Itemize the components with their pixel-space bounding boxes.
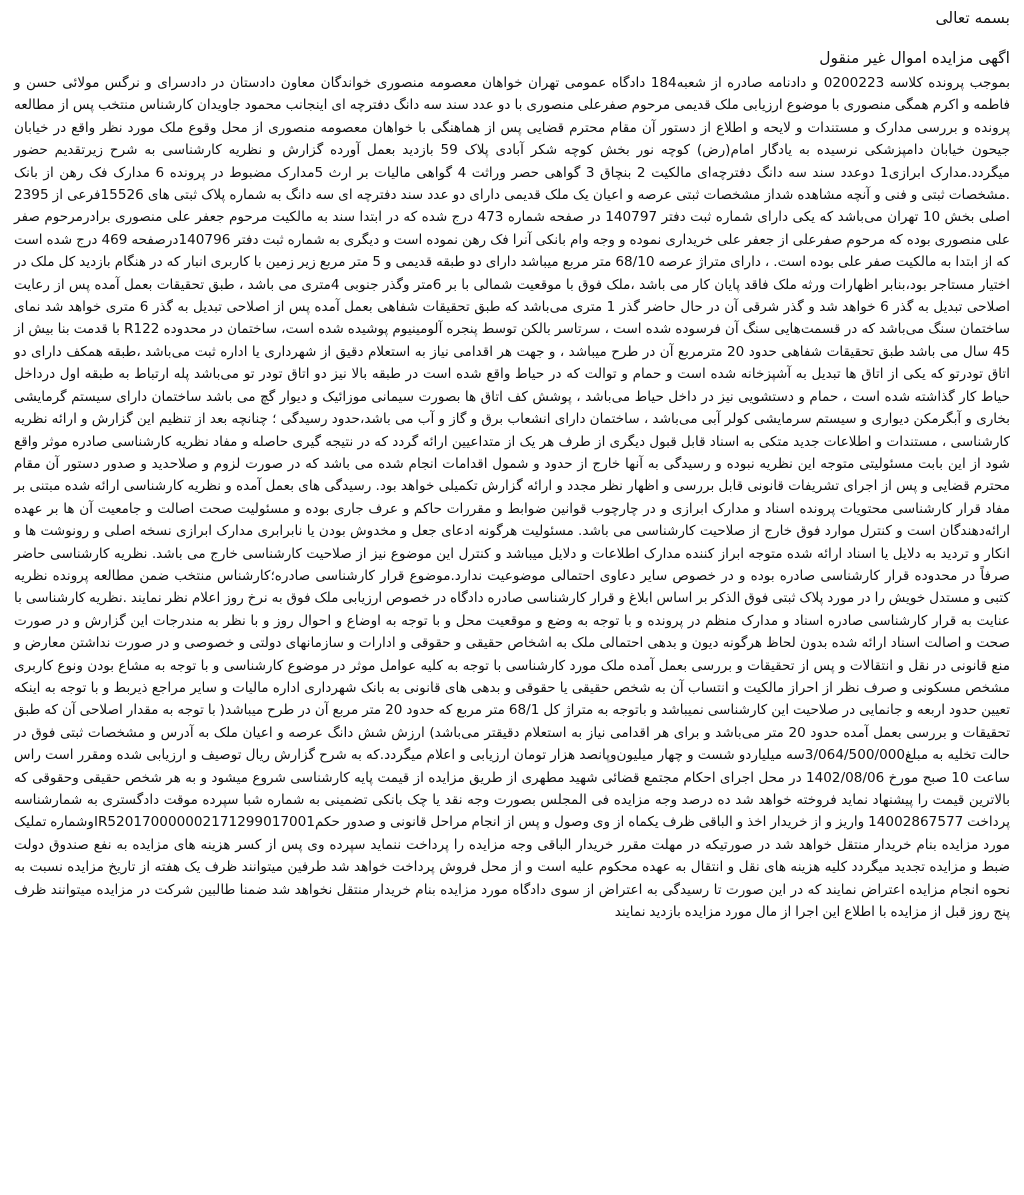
document-body: بموجب پرونده کلاسه 0200223 و دادنامه صادره از شعبه184 دادگاه عمومی تهران خواهان معصومه منصوری خواندگان معاون دادستان در دادسرای و نرگس مولائی حسن و فاطمه و اکرم همگی منصوری با موضوع ارزیابی ملک قدیمی مرحوم صفرعلی منصوری با دو عدد سند سه دانگ دفترچه ای اینجانب محمود جاویدان کارشناس منتخب پس از مطالعه پرونده و بررسی مدارک و مستندات و لایحه و اطلاع از دستور آن مقام محترم قضایی پس از هماهنگی با خواهان معصومه منصوری از محل وقوع ملک مورد نظر واقع در خیابان جیحون خیابان دامپزشکی نرسیده به یادگار امام(رض) کوچه نور بخش کوچه شکر آبادی پلاک 59 بازدید بعمل آورده گزارش و نظریه کارشناسی به شرح زیرتقدیم حضور میگردد.مدارک ابرازی1 دوعدد سند سه دانگ دفترچه‌ای مالکیت 2 بنچاق 3 گواهی حصر وراثت 4 گواهی مالیات بر ارث 5مدارک مضبوط در پرونده 6 مدارک فک رهن از بانک .مشخصات ثبتی و فنی و آنچه مشاهده شداز مشخصات ثبتی عرصه و اعیان یک ملک قدیمی دارای دو عدد سند دفترچه ای سه دانگ به شماره پلاک ثبتی های 15526فرعی از 2395 اصلی بخش 10 تهران می‌باشد که یکی دارای شماره ثبت دفتر 140797 در صفحه شماره 473 درج شده که در ابتدا سند به مالکیت مرحوم جعفر علی منصوری برادرمرحوم صفر علی منصوری بوده که مرحوم صفرعلی از جعفر علی خریداری نموده و وجه وام بانکی آنرا فک رهن نموده است و دیگری به شماره ثبت دفتر 140796درصفحه 469 درج شده است که از ابتدا به مالکیت صفر علی بوده است. ، دارای متراژ عرصه 68/10 متر مربع میباشد دارای دو طبقه قدیمی و 5 متر مربع زیر زمین با کاربری انبار که در هنگام بازدید کل ملک در اختیار مستاجر بود،بنابر اظهارات ورثه ملک فاقد پایان کار می باشد ،ملک فوق با موقعیت شمالی با بر 6متر وگذر جنوبی 4متری می باشد ، طبق تحقیقات بعمل آمده پس از رعایت اصلاحی تبدیل به گذر 6 خواهد شد و گذر شرقی آن در حال حاضر گذر 1 متری می‌باشد که طبق تحقیقات شفاهی بعمل آمده پس از اصلاحی تبدیل به گذر 6 متری خواهد شد نمای ساختمان سنگ می‌باشد که در قسمت‌هایی سنگ آن فرسوده شده است ، سرتاسر بالکن توسط پنجره آلومینیوم پوشیده شده است، ساختمان در محدوده R122 با قدمت بنا بیش از 45 سال می باشد طبق تحقیقات شفاهی حدود 20 مترمربع آن در طرح میباشد ، و جهت هر اقدامی نیاز به استعلام دقیق از شهرداری یا اداره ثبت می‌باشد ،طبقه همکف دارای دو اتاق تودرتو که یکی از اتاق ها تبدیل به آشپزخانه شده است و حمام و توالت که در حیاط واقع شده است در طبقه بالا نیز دو اتاق تودر تو می‌باشد پله ارتباط به طبقه اول درداخل حیاط کار گذاشته شده است ، حمام و دستشویی نیز در داخل حیاط می‌باشد ، پوشش کف اتاق ها بصورت سیمانی موزائیک و دیوار گچ می باشد ساختمان دارای سیستم گرمایشی بخاری و آبگرمکن دیواری و سیستم سرمایشی کولر آبی می‌باشد ، ساختمان دارای انشعاب برق و گاز و آب می باشد،حدود رسیدگی ؛ چنانچه بعد از تنظیم این گزارش و ارائه نظریه کارشناسی ، مستندات و اطلاعات جدید متکی به اسناد قابل قبول دیگری از طرف هر یک از متداعیین ارائه گردد که در نتیجه گیری حاصله و مفاد نظریه کارشناسی صادره موثر واقع شود از این بابت مسئولیتی متوجه این نظریه نبوده و رسیدگی به آنها خارج از حدود و شمول اقدامات انجام شده می باشد که در صورت لزوم و صلاحدید و صدور دستور آن مقام محترم قضایی و پس از اجرای تشریفات قانونی قابل بررسی و اظهار نظر مجدد و ارائه گزارش تکمیلی خواهد بود. رسیدگی های بعمل آمده و نظریه کارشناسی ارائه شده مبتنی بر مفاد قرار کارشناسی محتویات پرونده اسناد و مدارک ابرازی و در چارچوب قوانین ضوابط و مقررات حاکم و عرف جاری بوده و مسئولیت صحت اصالت و جامعیت آن ها بر عهده ارائه‌دهندگان است و کنترل موارد فوق خارج از صلاحیت کارشناسی می باشد. مسئولیت هرگونه ادعای جعل و مخدوش بودن یا نابرابری مدارک ابرازی نسخه اصلی و رونوشت ها و انکار و تردید به دلایل یا اسناد ارائه شده متوجه ابراز کننده مدارک اطلاعات و دلایل میباشد و کنترل این موضوع نیز از صلاحیت کارشناسی خارج می باشد. نظریه کارشناسی حاضر صرفاً در محدوده قرار کارشناسی صادره بوده و در خصوص سایر دعاوی احتمالی موضوعیت ندارد.موضوع قرار کارشناسی صادره؛کارشناس منتخب ضمن مطالعه پرونده نظریه کتبی و مستدل خویش را در مورد پلاک ثبتی فوق الذکر بر اساس ابلاغ و قرار کارشناسی صادره دادگاه در خصوص ارزیابی ملک فوق به نرخ روز اعلام نظر نمایند .نظریه کارشناسی با عنایت به قرار کارشناسی صادره اسناد و مدارک منظم در پرونده و با توجه به وضع و موقعیت محل و با توجه به اوضاع و احوال روز و با نظر به مندرجات این گزارش و در صورت صحت و اصالت اسناد ارائه شده بدون لحاظ هرگونه دیون و بدهی احتمالی ملک به اشخاص حقیقی و حقوقی و ادارات و سازمانهای دولتی و خصوصی و در صورت نداشتن معارض و منع قانونی در نقل و انتقالات و پس از تحقیقات و بررسی بعمل آمده ملک مورد کارشناسی با توجه به کلیه عوامل موثر در موضوع کارشناسی و با توجه به مشاع بودن ونوع کاربری مشخص مسکونی و صرف نظر از احراز مالکیت و انتساب آن به شخص حقیقی یا حقوقی و بدهی های قانونی به بانک شهرداری اداره مالیات و سایر مراجع ذیربط و با توجه به اینکه تعیین حدود اربعه و جانمایی در صلاحیت این کارشناسی نمیباشد و باتوجه به متراژ کل 68/1 متر مربع که حدود 20 متر مربع آن در طرح میباشد( با توجه به مقدار اصلاحی آن که طبق تحقیقات و بررسی بعمل آمده حدود 20 متر می‌باشد و برای هر اقدامی نیاز به استعلام دقیقتر می‌باشد) ارزش شش دانگ عرصه و اعیان ملک به آدرس و مشخصات ثبتی فوق در حالت تخلیه به مبلغ3/064/500/000سه میلیاردو شست و چهار میلیون‌وپانصد هزار تومان ارزیابی و اعلام میگردد.که به شرح گزارش ریال توصیف و ارزیابی شده ومقرر است راس ساعت 10 صبح مورخ 1402/08/06 در محل اجرای احکام مجتمع قضائی شهید مطهری از طریق مزایده از قیمت پایه کارشناسی شروع میشود و به هر شخص حقیقی وحقوقی که بالاترین قیمت را پیشنهاد نماید فروخته خواهد شد ده درصد وجه مزایده فی المجلس بصورت وجه نقد یا چک بانکی تضمینی به شماره شبا سپرده موقت دادگستری به شمارشناسه پرداخت 14002867577 واریز و از خریدار اخذ و الباقی ظرف یکماه از وی وصول و پس از انجام مراحل قانونی و صدور حکمIR520170000002171299017001وشماره تملیک مورد مزایده بنام خریدار منتقل خواهد شد در صورتیکه در مهلت مقرر خریدار الباقی وجه مزایده را پرداخت ننماید سپرده وی پس از کسر هزینه های مزایده به نفع صندوق دولت ضبط و مزایده تجدید میگردد کلیه هزینه های نقل و انتقال به عهده محکوم علیه است و از محل فروش پرداخت خواهد شد طرفین میتوانند ظرف یک هفته از تاریخ مزایده نسبت به نحوه انجام مزایده اعتراض نمایند که در این صورت تا رسیدگی به اعتراض از سوی دادگاه مورد مزایده بنام خریدار منتقل نخواهد شد ضمنا طالبین شرکت در مزایده میتوانند ظرف پنج روز قبل از مزایده با اطلاع این اجرا از مال مورد مزایده بازدید نمایند bbox=[14, 75, 1011, 921]
document-title: اگهی مزایده اموال غیر منقول bbox=[819, 49, 1010, 67]
document-header: بسمه تعالی bbox=[935, 9, 1010, 27]
